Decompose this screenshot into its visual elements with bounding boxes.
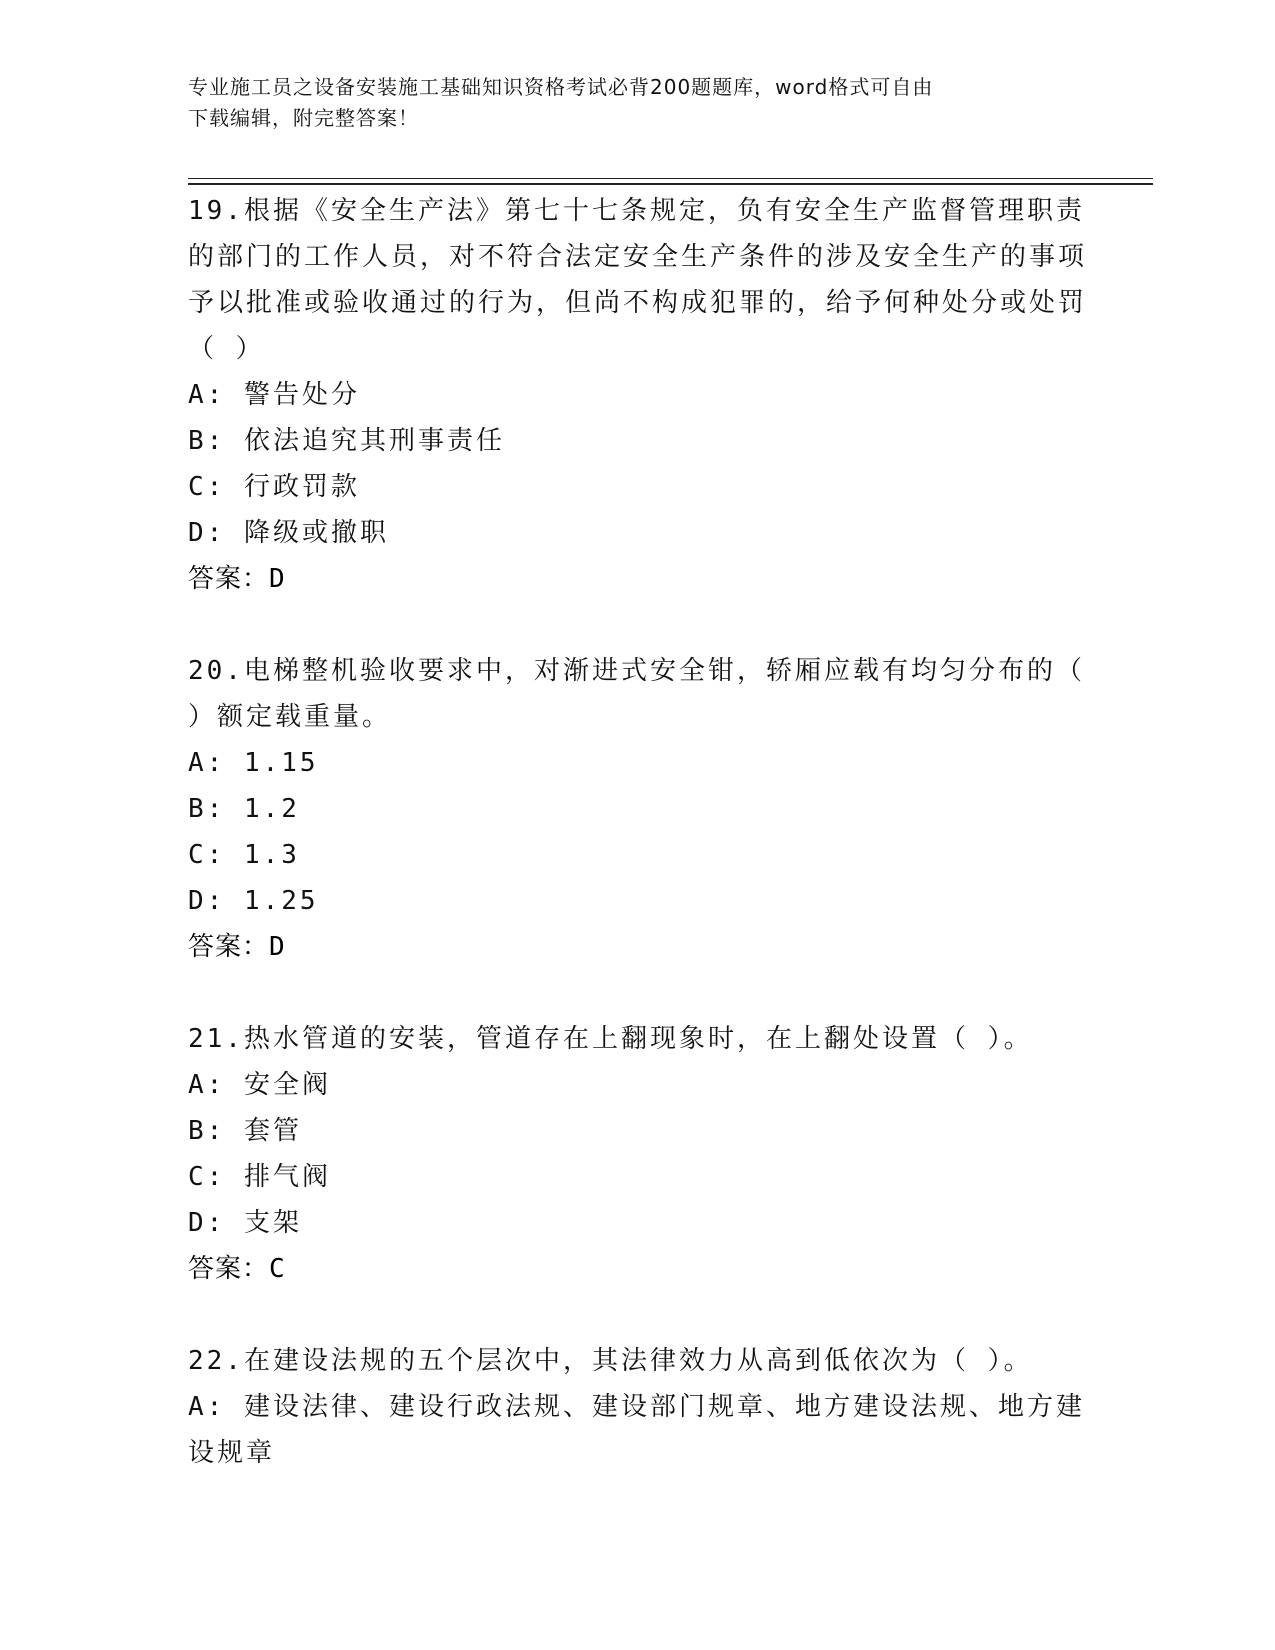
answer-label: 答案：: [188, 932, 270, 962]
answer-line: [188, 924, 1088, 970]
option-a: A: 安全阀: [188, 1070, 331, 1100]
answer-line: [188, 556, 1088, 602]
answer-label: 答案：: [188, 564, 270, 594]
question-20: [188, 648, 1104, 970]
header-divider-bottom: [188, 183, 1153, 185]
option-d: D: 降级或撤职: [188, 518, 389, 548]
question-21: [188, 1016, 1088, 1292]
option-c: C: 排气阀: [188, 1162, 331, 1192]
header-line-1: 专业施工员之设备安装施工基础知识资格考试必背200题题库，word格式可自由: [188, 75, 934, 99]
answer-label: 答案：: [188, 1254, 270, 1284]
answer-value: D: [269, 564, 286, 594]
option-d: D: 支架: [188, 1208, 302, 1238]
question-19: [188, 188, 1088, 602]
document-header: [188, 72, 1088, 134]
answer-line: [188, 1246, 1088, 1292]
question-text: 19.根据《安全生产法》第七十七条规定，负有安全生产监督管理职责的部门的工作人员，对不符合法定安全生产条件的涉及安全生产的事项予以批准或验收通过的行为，但尚不构成犯罪的，给予何种处分或处罚（ ）: [188, 196, 1088, 364]
option-c: C: 行政罚款: [188, 472, 360, 502]
header-line-2: 下载编辑，附完整答案！: [188, 106, 419, 130]
option-b: B: 1.2: [188, 794, 300, 824]
option-a: A: 警告处分: [188, 380, 360, 410]
header-divider-top: [188, 178, 1153, 179]
answer-value: D: [269, 932, 286, 962]
option-a: A: 1.15: [188, 748, 319, 778]
question-text: 21.热水管道的安装，管道存在上翻现象时，在上翻处设置（ ）。: [188, 1024, 1033, 1054]
option-c: C: 1.3: [188, 840, 300, 870]
option-b: B: 套管: [188, 1116, 302, 1146]
question-text: 22.在建设法规的五个层次中，其法律效力从高到低依次为（ ）。: [188, 1346, 1033, 1376]
question-22: [188, 1338, 1088, 1476]
question-text: 20.电梯整机验收要求中，对渐进式安全钳，轿厢应载有均匀分布的（ ）额定载重量。: [188, 656, 1104, 732]
option-d: D: 1.25: [188, 886, 319, 916]
answer-value: C: [269, 1254, 286, 1284]
option-b: B: 依法追究其刑事责任: [188, 426, 505, 456]
option-a: A: 建设法律、建设行政法规、建设部门规章、地方建设法规、地方建设规章: [188, 1392, 1085, 1468]
question-list: [188, 188, 1104, 1476]
